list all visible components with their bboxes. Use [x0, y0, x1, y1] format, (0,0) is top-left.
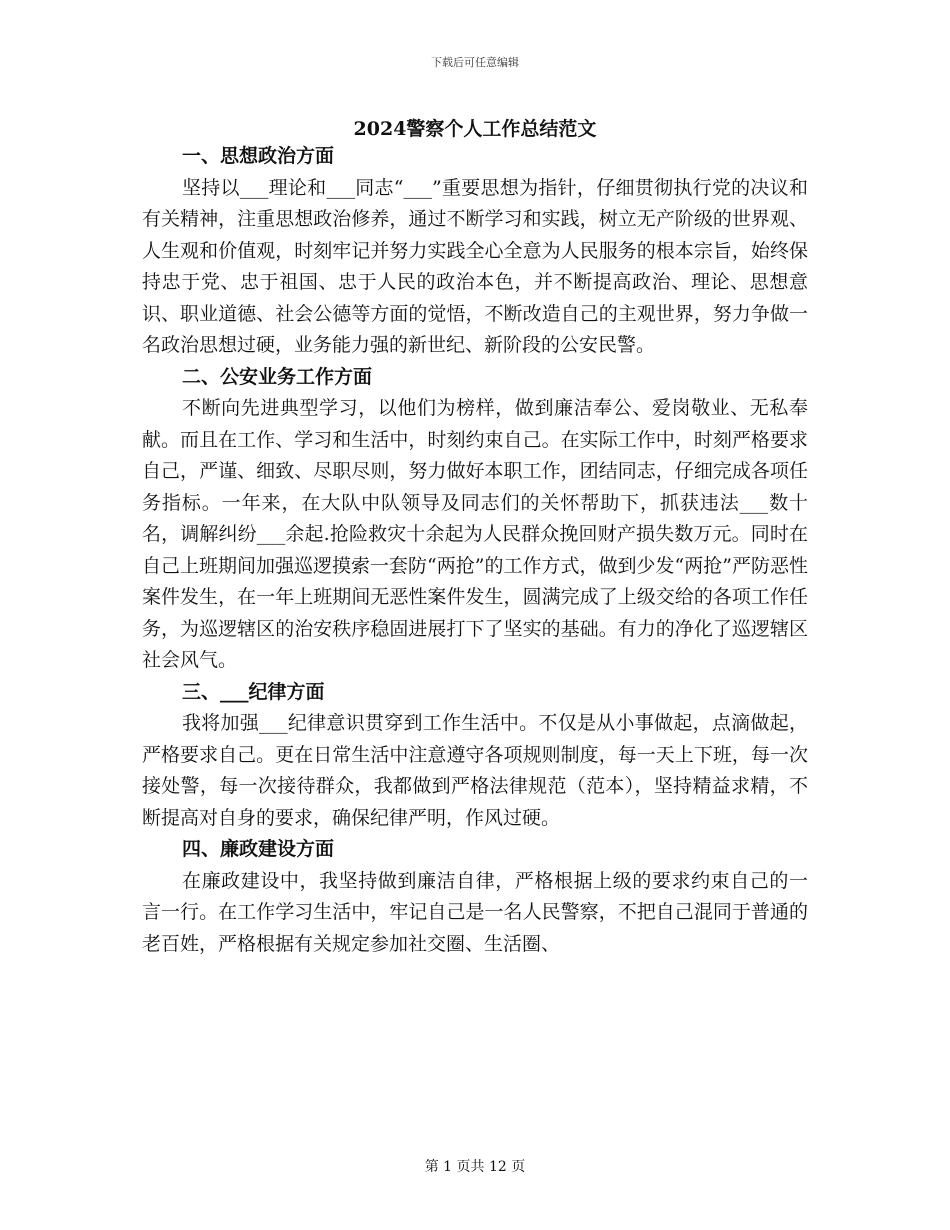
section-heading-2: 二、公安业务工作方面 — [182, 365, 373, 388]
section-heading-1: 一、思想政治方面 — [182, 145, 335, 167]
section-heading-3: 三、___纪律方面 — [182, 680, 325, 703]
section-paragraph-1: 坚持以___理论和___同志“___”重要思想为指针，仔细贯彻执行党的决议和有关精神，注重思想政治修养，通过不断学习和实践，树立无产阶级的世界观、人生观和价值观，时刻牢记并努力实践全心全意为人民服务的根本宗旨，始终保持忠于党、忠于祖国、忠于人民的政治本色，并不断提高政治、理论、思想意识、职业道德、社会公德等方面的觉悟，不断改造自己的主观世界，努力争做一名政治思想过硬，业务能力强的新世纪、新阶段的公安民警。 — [142, 176, 808, 356]
header-note: 下载后可任意编辑 — [431, 56, 519, 69]
page-number: 第 1 页共 12 页 — [424, 1159, 526, 1175]
section-paragraph-3: 我将加强___纪律意识贯穿到工作生活中。不仅是从小事做起，点滴做起，严格要求自己。更在日常生活中注意遵守各项规则制度，每一天上下班，每一次接处警，每一次接待群众，我都做到严格法律规范（范本），坚持精益求精，不断提高对自身的要求，确保纪律严明，作风过硬。 — [142, 712, 808, 829]
section-paragraph-4: 在廉政建设中，我坚持做到廉洁自律，严格根据上级的要求约束自己的一言一行。在工作学习生活中，牢记自己是一名人民警察，不把自己混同于普通的老百姓，严格根据有关规定参加社交圈、生活圈、 — [142, 869, 808, 955]
document-body — [142, 141, 808, 960]
document-title: 2024警察个人工作总结范文 — [353, 118, 597, 140]
section-paragraph-2: 不断向先进典型学习，以他们为榜样，做到廉洁奉公、爱岗敬业、无私奉献。而且在工作、学习和生活中，时刻约束自己。在实际工作中，时刻严格要求自己，严谨、细致、尽职尽则，努力做好本职工作，团结同志，仔细完成各项任务指标。一年来，在大队中队领导及同志们的关怀帮助下，抓获违法___数十名，调解纠纷___余起.抢险救灾十余起为人民群众挽回财产损失数万元。同时在自己上班期间加强巡逻摸索一套防“两抢”的工作方式，做到少发“两抢”严防恶性案件发生，在一年上班期间无恶性案件发生，圆满完成了上级交给的各项工作任务，为巡逻辖区的治安秩序稳固进展打下了坚实的基础。有力的净化了巡逻辖区社会风气。 — [142, 397, 808, 671]
section-heading-4: 四、廉政建设方面 — [182, 838, 335, 860]
